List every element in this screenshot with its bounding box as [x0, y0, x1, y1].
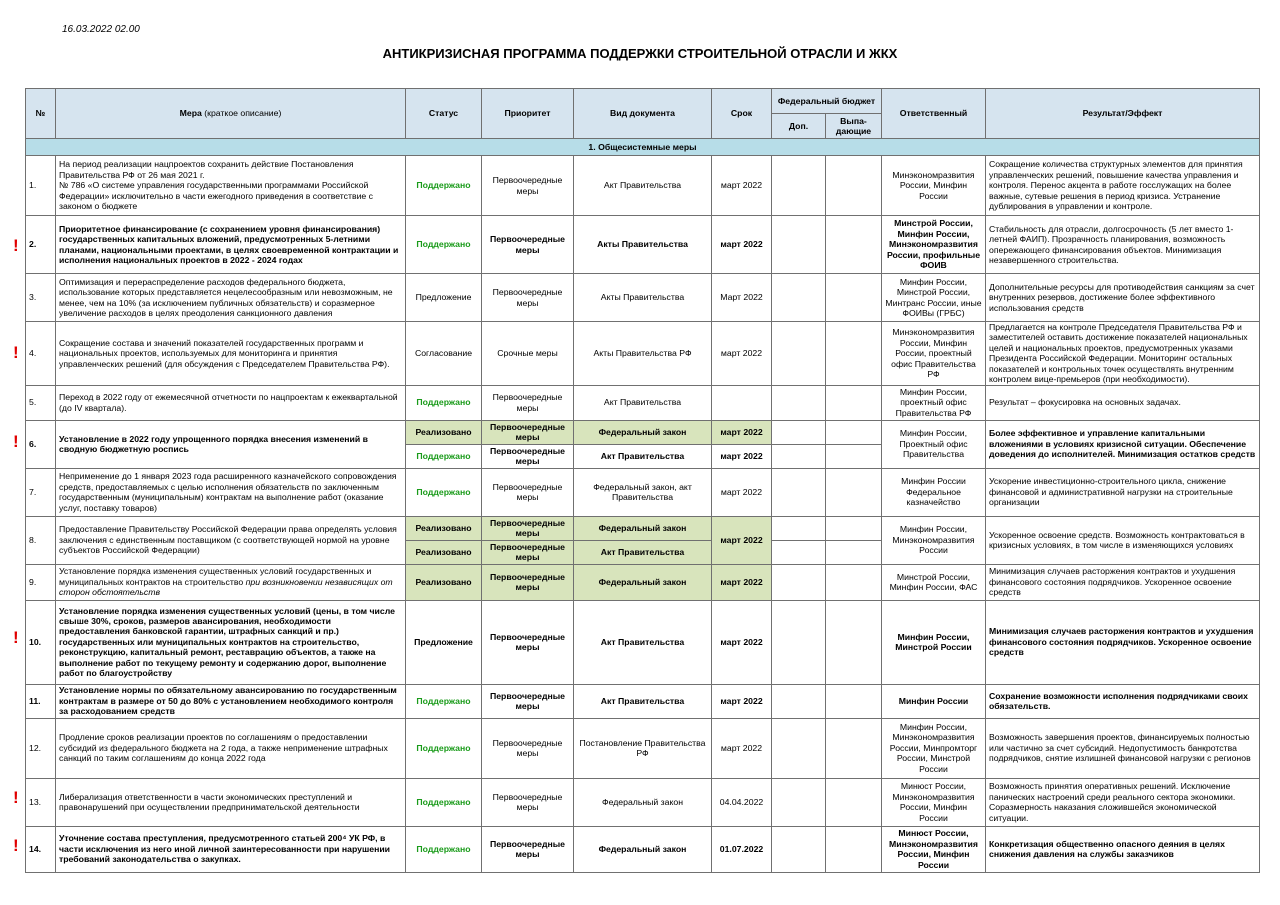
table-row — [26, 274, 1260, 322]
budget-lost-cell — [826, 540, 882, 564]
budget-add-cell — [772, 826, 826, 872]
doc-type-cell: Акт Правительства — [574, 444, 712, 468]
doc-type-cell: Постановление Правительства РФ — [574, 718, 712, 778]
budget-lost-cell — [826, 718, 882, 778]
budget-add-cell — [772, 216, 826, 274]
result-cell: Более эффективное и управление капитальными вложениями в условиях кризисной ситуации. Обеспечение доведения до исполнителей. Минимизация остатков средств — [986, 420, 1260, 468]
header-measure: Мера (краткое описание) — [56, 89, 406, 139]
result-cell: Ускорение инвестиционно-строительного цикла, снижение финансовой и административной нагрузки на строительные организации — [986, 468, 1260, 516]
table-row — [26, 600, 1260, 684]
doc-type-cell: Федеральный закон — [574, 420, 712, 444]
row-number: 10. — [26, 600, 56, 684]
budget-add-cell — [772, 322, 826, 386]
doc-type-cell: Акт Правительства — [574, 684, 712, 718]
priority-cell: Срочные меры — [482, 322, 574, 386]
priority-flag-row-6: ! — [13, 432, 19, 451]
measure-cell: Либерализация ответственности в части экономических преступлений и правонарушений при осуществлении предпринимательской деятельности — [56, 778, 406, 826]
row-number: 5. — [26, 385, 56, 420]
doc-type-cell: Акт Правительства — [574, 156, 712, 216]
priority-flag-row-2: ! — [13, 236, 19, 255]
result-cell: Возможность завершения проектов, финансируемых полностью или частично за счет субсидий. Недопустимость банкротства подрядчиков, снятие излишней финансовой нагрузки с регионов — [986, 718, 1260, 778]
priority-cell: Первоочередные меры — [482, 516, 574, 540]
measure-cell: Продление сроков реализации проектов по соглашениям о предоставлении субсидий из федерального бюджета на 2 года, а также неприменение штрафных санкций по таким соглашениям до конца 2022 года — [56, 718, 406, 778]
responsible-cell: Минфин России, Минэкономразвития России — [882, 516, 986, 564]
header-result: Результат/Эффект — [986, 89, 1260, 139]
budget-lost-cell — [826, 468, 882, 516]
budget-lost-cell — [826, 684, 882, 718]
result-cell: Сохранение возможности исполнения подрядчиками своих обязательств. — [986, 684, 1260, 718]
priority-cell: Первоочередные меры — [482, 216, 574, 274]
budget-lost-cell — [826, 600, 882, 684]
doc-type-cell: Федеральный закон — [574, 826, 712, 872]
measure-cell: Приоритетное финансирование (с сохранением уровня финансирования) государственных капитальных вложений, предусмотренных 5-летними планами, национальными проектами, в целях своевременной контрактации и исполнения национальных проектов в 2022 - 2024 годах — [56, 216, 406, 274]
status-cell: Поддержано — [406, 826, 482, 872]
measure-cell: Предоставление Правительству Российской Федерации права определять условия заключения с единственным поставщиком (с соответствующей нормой на уровне субъектов Российской Федерации) — [56, 516, 406, 564]
doc-type-cell: Акт Правительства — [574, 385, 712, 420]
priority-cell: Первоочередные меры — [482, 778, 574, 826]
priority-cell: Первоочередные меры — [482, 826, 574, 872]
budget-lost-cell — [826, 778, 882, 826]
table-row — [26, 156, 1260, 216]
row-number: 14. — [26, 826, 56, 872]
result-cell: Возможность принятия оперативных решений. Исключение панических настроений среди реального сектора экономики. Соразмерность наказания сложившейся экономической ситуации. — [986, 778, 1260, 826]
status-cell: Согласование — [406, 322, 482, 386]
result-cell: Результат – фокусировка на основных задачах. — [986, 385, 1260, 420]
result-cell: Конкретизация общественно опасного деяния в целях снижения давления на службы заказчиков — [986, 826, 1260, 872]
budget-lost-cell — [826, 216, 882, 274]
header-term: Срок — [712, 89, 772, 139]
responsible-cell: Минфин России Федеральное казначейство — [882, 468, 986, 516]
status-cell: Реализовано — [406, 540, 482, 564]
budget-add-cell — [772, 684, 826, 718]
status-cell: Поддержано — [406, 444, 482, 468]
table-row — [26, 718, 1260, 778]
responsible-cell: Минфин России — [882, 684, 986, 718]
priority-flag-row-14: ! — [13, 836, 19, 855]
measure-cell: Уточнение состава преступления, предусмотренного статьей 200⁴ УК РФ, в части исключения из него иной личной заинтересованности при нарушении требований законодательства о закупках. — [56, 826, 406, 872]
row-number: 12. — [26, 718, 56, 778]
term-cell: 04.04.2022 — [712, 778, 772, 826]
header-status: Статус — [406, 89, 482, 139]
budget-add-cell — [772, 540, 826, 564]
measure-cell: Установление нормы по обязательному авансированию по государственным контрактам в размере от 50 до 80% с установлением необходимого контроля за расходованием средств — [56, 684, 406, 718]
result-cell: Сокращение количества структурных элементов для принятия управленческих решений, повышение качества управления и контроля. Перенос акцента в работе госслужащих на более важные, сутевые решения в период кризиса. Устранение дублирования в управлении и контроле. — [986, 156, 1260, 216]
status-cell: Предложение — [406, 274, 482, 322]
row-number: 9. — [26, 564, 56, 600]
measure-cell: Установление порядка изменения существенных условий государственных и муниципальных контрактов на строительство при возникновении независящих от сторон обстоятельств — [56, 564, 406, 600]
measure-cell: На период реализации нацпроектов сохранить действие Постановления Правительства РФ от 26 мая 2021 г. № 786 «О системе управления государственными программами Российской Федерации» исключительно в части ежегодного приведения в соответствие с законом о бюджете — [56, 156, 406, 216]
row-number: 13. — [26, 778, 56, 826]
measure-cell: Оптимизация и перераспределение расходов федерального бюджета, использование которых представляется нецелесообразным или невозможным, не менее, чем на 10% (за исключением публичных обязательств) и соразмерное увеличение расходов в целях преодоления санкционного давления — [56, 274, 406, 322]
header-federal-budget: Федеральный бюджет — [772, 89, 882, 114]
document-date: 16.03.2022 02.00 — [62, 24, 140, 35]
responsible-cell: Минфин России, проектный офис Правительства РФ — [882, 385, 986, 420]
row-number: 1. — [26, 156, 56, 216]
priority-flag-row-4: ! — [13, 343, 19, 362]
status-cell: Поддержано — [406, 718, 482, 778]
row-number: 7. — [26, 468, 56, 516]
budget-lost-cell — [826, 322, 882, 386]
header-responsible: Ответственный — [882, 89, 986, 139]
responsible-cell: Минфин России, Проектный офис Правительства — [882, 420, 986, 468]
priority-cell: Первоочередные меры — [482, 385, 574, 420]
budget-add-cell — [772, 468, 826, 516]
row-number: 11. — [26, 684, 56, 718]
priority-cell: Первоочередные меры — [482, 274, 574, 322]
responsible-cell: Минстрой России, Минфин России, ФАС — [882, 564, 986, 600]
table-row — [26, 684, 1260, 718]
status-cell: Реализовано — [406, 420, 482, 444]
budget-add-cell — [772, 718, 826, 778]
priority-flag-row-10: ! — [13, 628, 19, 647]
responsible-cell: Минэкономразвития России, Минфин России — [882, 156, 986, 216]
result-cell: Предлагается на контроле Председателя Правительства РФ и заместителей оставить достижение показателей национальных целей и национальных проектов, предусмотренных указами Президента Российской Федерации. Мониторинг остальных показателей и контрольных точек осуществлять внутренним контролем вице-премьеров (при необходимости). — [986, 322, 1260, 386]
budget-add-cell — [772, 778, 826, 826]
budget-add-cell — [772, 156, 826, 216]
budget-add-cell — [772, 600, 826, 684]
responsible-cell: Минстрой России, Минфин России, Минэкономразвития России, профильные ФОИВ — [882, 216, 986, 274]
priority-cell: Первоочередные меры — [482, 420, 574, 444]
row-number: 2. — [26, 216, 56, 274]
priority-cell: Первоочередные меры — [482, 718, 574, 778]
priority-cell: Первоочередные меры — [482, 600, 574, 684]
header-doc-type: Вид документа — [574, 89, 712, 139]
budget-add-cell — [772, 564, 826, 600]
measure-cell: Неприменение до 1 января 2023 года расширенного казначейского сопровождения средств, предоставляемых с целью исполнения обязательств по заключенным государственным (муниципальным) контрактам на выполнение работ (оказание услуг, поставку товаров) — [56, 468, 406, 516]
term-cell: март 2022 — [712, 216, 772, 274]
budget-lost-cell — [826, 156, 882, 216]
term-cell: март 2022 — [712, 600, 772, 684]
budget-add-cell — [772, 274, 826, 322]
budget-add-cell — [772, 516, 826, 540]
responsible-cell: Минфин России, Минэкономразвития России, Минпромторг России, Минстрой России — [882, 718, 986, 778]
result-cell: Стабильность для отрасли, долгосрочность (5 лет вместо 1-летней ФАИП). Прозрачность планирования, возможность опережающего финансирования объектов. Минимизация незавершенного строительства. — [986, 216, 1260, 274]
term-cell: март 2022 — [712, 444, 772, 468]
budget-add-cell — [772, 444, 826, 468]
page-title: АНТИКРИЗИСНАЯ ПРОГРАММА ПОДДЕРЖКИ СТРОИТЕЛЬНОЙ ОТРАСЛИ И ЖКХ — [382, 46, 898, 61]
budget-lost-cell — [826, 826, 882, 872]
row-number: 3. — [26, 274, 56, 322]
table-row — [26, 420, 1260, 444]
budget-lost-cell — [826, 564, 882, 600]
header-priority: Приоритет — [482, 89, 574, 139]
doc-type-cell: Акты Правительства — [574, 216, 712, 274]
term-cell: март 2022 — [712, 684, 772, 718]
term-cell: март 2022 — [712, 516, 772, 564]
row-number: 4. — [26, 322, 56, 386]
status-cell: Поддержано — [406, 156, 482, 216]
header-budget-lost: Выпа-дающие — [826, 114, 882, 139]
term-cell: 01.07.2022 — [712, 826, 772, 872]
responsible-cell: Минюст России, Минэкономразвития России, Минфин России — [882, 826, 986, 872]
status-cell: Реализовано — [406, 516, 482, 540]
measures-table — [25, 88, 1260, 873]
budget-lost-cell — [826, 420, 882, 444]
table-row — [26, 516, 1260, 540]
table-row — [26, 385, 1260, 420]
budget-lost-cell — [826, 516, 882, 540]
budget-add-cell — [772, 385, 826, 420]
measure-cell: Переход в 2022 году от ежемесячной отчетности по нацпроектам к ежеквартальной (до IV квартала). — [56, 385, 406, 420]
responsible-cell: Минфин России, Минстрой России — [882, 600, 986, 684]
term-cell: март 2022 — [712, 564, 772, 600]
header-budget-additional: Доп. — [772, 114, 826, 139]
measure-cell: Установление порядка изменения существенных условий (цены, в том числе свыше 30%, сроков, размеров авансирования, необходимости предоставления банковской гарантии, штрафных санкций и пр.) государственных или муниципальных контрактов на строительство, реконструкцию, капитальный ремонт, реставрацию объектов, а также на выполнение работ по текущему ремонту и содержанию дорог, выполнение работ по благоустройству — [56, 600, 406, 684]
table-row — [26, 322, 1260, 386]
term-cell: март 2022 — [712, 468, 772, 516]
doc-type-cell: Акты Правительства — [574, 274, 712, 322]
header-num: № — [26, 89, 56, 139]
budget-add-cell — [772, 420, 826, 444]
status-cell: Поддержано — [406, 778, 482, 826]
budget-lost-cell — [826, 274, 882, 322]
term-cell — [712, 385, 772, 420]
priority-cell: Первоочередные меры — [482, 444, 574, 468]
priority-flag-row-13: ! — [13, 788, 19, 807]
table-row — [26, 564, 1260, 600]
table-row — [26, 778, 1260, 826]
measure-cell: Установление в 2022 году упрощенного порядка внесения изменений в сводную бюджетную роспись — [56, 420, 406, 468]
doc-type-cell: Федеральный закон — [574, 778, 712, 826]
doc-type-cell: Федеральный закон, акт Правительства — [574, 468, 712, 516]
table-row — [26, 826, 1260, 872]
status-cell: Поддержано — [406, 385, 482, 420]
term-cell: март 2022 — [712, 718, 772, 778]
status-cell: Поддержано — [406, 216, 482, 274]
term-cell: март 2022 — [712, 156, 772, 216]
doc-type-cell: Акт Правительства — [574, 540, 712, 564]
responsible-cell: Минфин России, Минстрой России, Минтранс России, иные ФОИВы (ГРБС) — [882, 274, 986, 322]
priority-cell: Первоочередные меры — [482, 156, 574, 216]
result-cell: Дополнительные ресурсы для противодействия санкциям за счет внутренних резервов, достижение более эффективного использования средств — [986, 274, 1260, 322]
result-cell: Минимизация случаев расторжения контрактов и ухудшения финансового состояния подрядчиков. Ускоренное освоение средств — [986, 564, 1260, 600]
doc-type-cell: Акт Правительства — [574, 600, 712, 684]
priority-cell: Первоочередные меры — [482, 468, 574, 516]
status-cell: Поддержано — [406, 468, 482, 516]
status-cell: Поддержано — [406, 684, 482, 718]
budget-lost-cell — [826, 444, 882, 468]
responsible-cell: Минэкономразвития России, Минфин России, проектный офис Правительства РФ — [882, 322, 986, 386]
doc-type-cell: Федеральный закон — [574, 564, 712, 600]
row-number: 8. — [26, 516, 56, 564]
result-cell: Ускоренное освоение средств. Возможность контрактоваться в кризисных условиях, в том числе в изменяющихся условиях — [986, 516, 1260, 564]
row-number: 6. — [26, 420, 56, 468]
priority-cell: Первоочередные меры — [482, 564, 574, 600]
doc-type-cell: Федеральный закон — [574, 516, 712, 540]
term-cell: Март 2022 — [712, 274, 772, 322]
responsible-cell: Минюст России, Минэкономразвития России, Минфин России — [882, 778, 986, 826]
status-cell: Реализовано — [406, 564, 482, 600]
result-cell: Минимизация случаев расторжения контрактов и ухудшения финансового состояния подрядчиков. Ускоренное освоение средств — [986, 600, 1260, 684]
priority-cell: Первоочередные меры — [482, 540, 574, 564]
measure-cell: Сокращение состава и значений показателей государственных программ и национальных проектов, используемых для мониторинга и принятия управленческих решений (для обсуждения с Председателем Правительства РФ). — [56, 322, 406, 386]
term-cell: март 2022 — [712, 322, 772, 386]
table-row — [26, 216, 1260, 274]
budget-lost-cell — [826, 385, 882, 420]
priority-cell: Первоочередные меры — [482, 684, 574, 718]
status-cell: Предложение — [406, 600, 482, 684]
table-row — [26, 468, 1260, 516]
section-title: 1. Общесистемные меры — [26, 139, 1260, 156]
doc-type-cell: Акты Правительства РФ — [574, 322, 712, 386]
term-cell: март 2022 — [712, 420, 772, 444]
